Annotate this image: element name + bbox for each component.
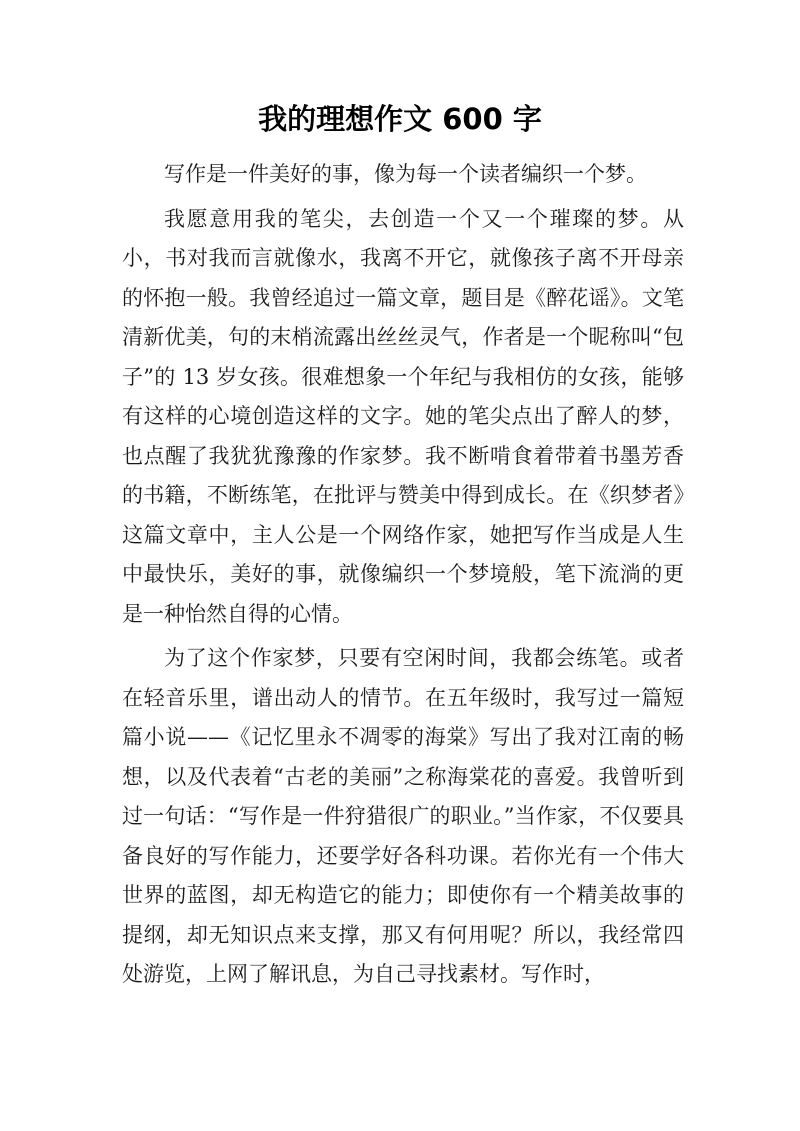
- document-body: [122, 155, 684, 1000]
- paragraph-1: 写作是一件美好的事，像为每一个读者编织一个梦。: [164, 162, 647, 186]
- paragraph-3: 为了这个作家梦，只要有空闲时间，我都会练笔。或者在轻音乐里，谱出动人的情节。在五年级时，我写过一篇短篇小说——《记忆里永不凋零的海棠》写出了我对江南的畅想，以及代表着“古老的美丽”之称海棠花的喜爱。我曾听到过一句话：“写作是一件狩猎很广的职业。”当作家，不仅要具备良好的写作能力，还要学好各科功课。若你光有一个伟大世界的蓝图，却无构造它的能力；即使你有一个精美故事的提纲，却无知识点来支撑，那又有何用呢？所以，我经常四处游览，上网了解讯息，为自己寻找素材。写作时，: [122, 646, 684, 986]
- document-title: 我的理想作文 600 字: [258, 102, 542, 136]
- paragraph-2: 我愿意用我的笔尖，去创造一个又一个璀璨的梦。从小，书对我而言就像水，我离不开它，就像孩子离不开母亲的怀抱一般。我曾经追过一篇文章，题目是《醉花谣》。文笔清新优美，句的末梢流露出丝丝灵气，作者是一个昵称叫“包子”的 13 岁女孩。很难想象一个年纪与我相仿的女孩，能够有这样的心境创造这样的文字。她的笔尖点出了醉人的梦，也点醒了我犹犹豫豫的作家梦。我不断啃食着带着书墨芳香的书籍，不断练笔，在批评与赞美中得到成长。在《织梦者》这篇文章中，主人公是一个网络作家，她把写作当成是人生中最快乐，美好的事，就像编织一个梦境般，笔下流淌的更是一种怡然自得的心情。: [122, 206, 684, 626]
